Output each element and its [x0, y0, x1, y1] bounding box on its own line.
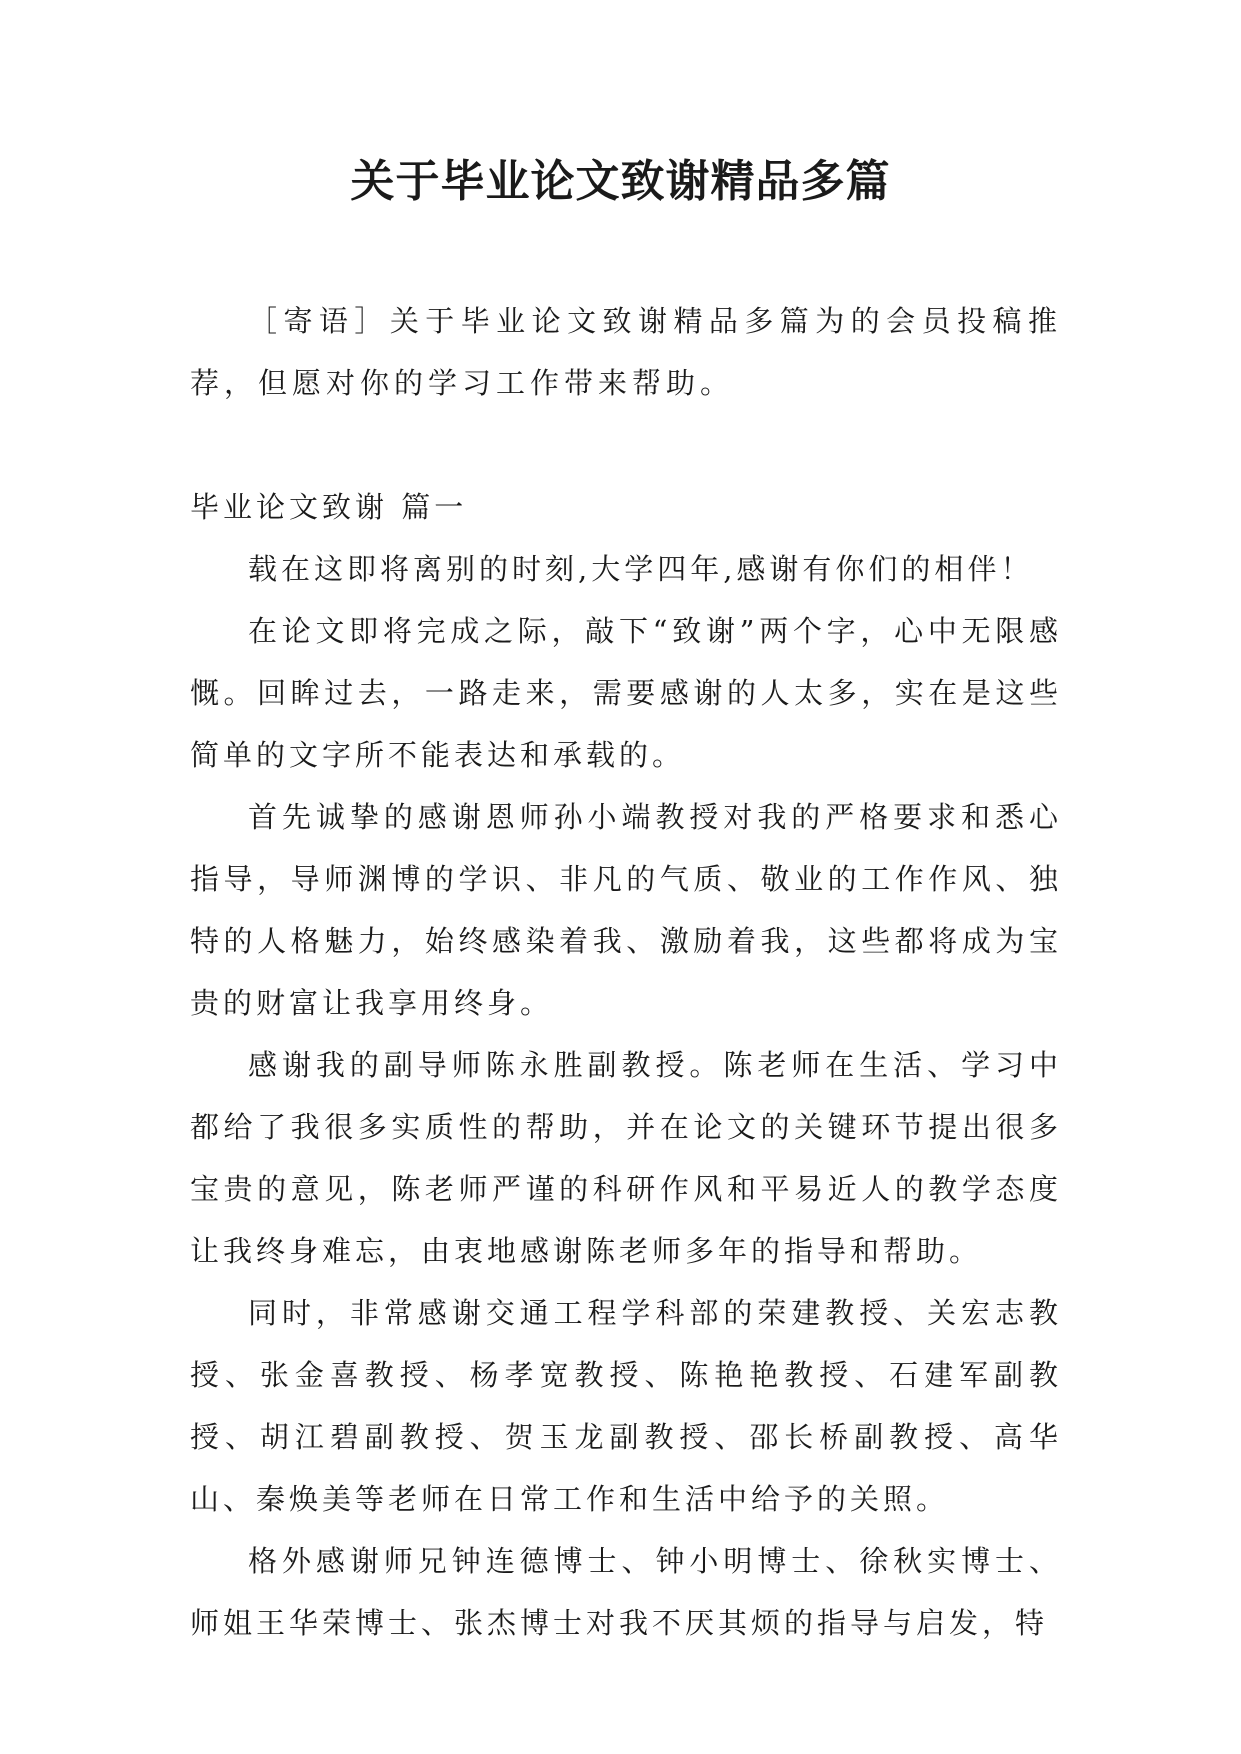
document-body [190, 290, 1062, 1654]
body-paragraph-1: 载在这即将离别的时刻,大学四年,感谢有你们的相伴！ [248, 552, 1034, 586]
document-title: 关于毕业论文致谢精品多篇 [350, 156, 891, 207]
body-paragraph-5: 同时，非常感谢交通工程学科部的荣建教授、关宏志教授、张金喜教授、杨孝宽教授、陈艳艳教授、石建军副教授、胡江碧副教授、贺玉龙副教授、邵长桥副教授、高华山、秦焕美等老师在日常工作和生活中给予的关照。 [190, 1296, 1062, 1516]
body-paragraph-6: 格外感谢师兄钟连德博士、钟小明博士、徐秋实博士、师姐王华荣博士、张杰博士对我不厌其烦的指导与启发，特 [190, 1544, 1062, 1640]
body-paragraph-3: 首先诚挚的感谢恩师孙小端教授对我的严格要求和悉心指导，导师渊博的学识、非凡的气质、敬业的工作作风、独特的人格魅力，始终感染着我、激励着我，这些都将成为宝贵的财富让我享用终身。 [190, 800, 1062, 1020]
section-heading: 毕业论文致谢 篇一 [190, 490, 468, 524]
intro-paragraph: ［寄语］关于毕业论文致谢精品多篇为的会员投稿推荐，但愿对你的学习工作带来帮助。 [190, 304, 1062, 400]
body-paragraph-2: 在论文即将完成之际，敲下“致谢”两个字，心中无限感慨。回眸过去，一路走来，需要感谢的人太多，实在是这些简单的文字所不能表达和承载的。 [190, 614, 1062, 772]
body-paragraph-4: 感谢我的副导师陈永胜副教授。陈老师在生活、学习中都给了我很多实质性的帮助，并在论文的关键环节提出很多宝贵的意见，陈老师严谨的科研作风和平易近人的教学态度让我终身难忘，由衷地感谢陈老师多年的指导和帮助。 [190, 1048, 1062, 1268]
